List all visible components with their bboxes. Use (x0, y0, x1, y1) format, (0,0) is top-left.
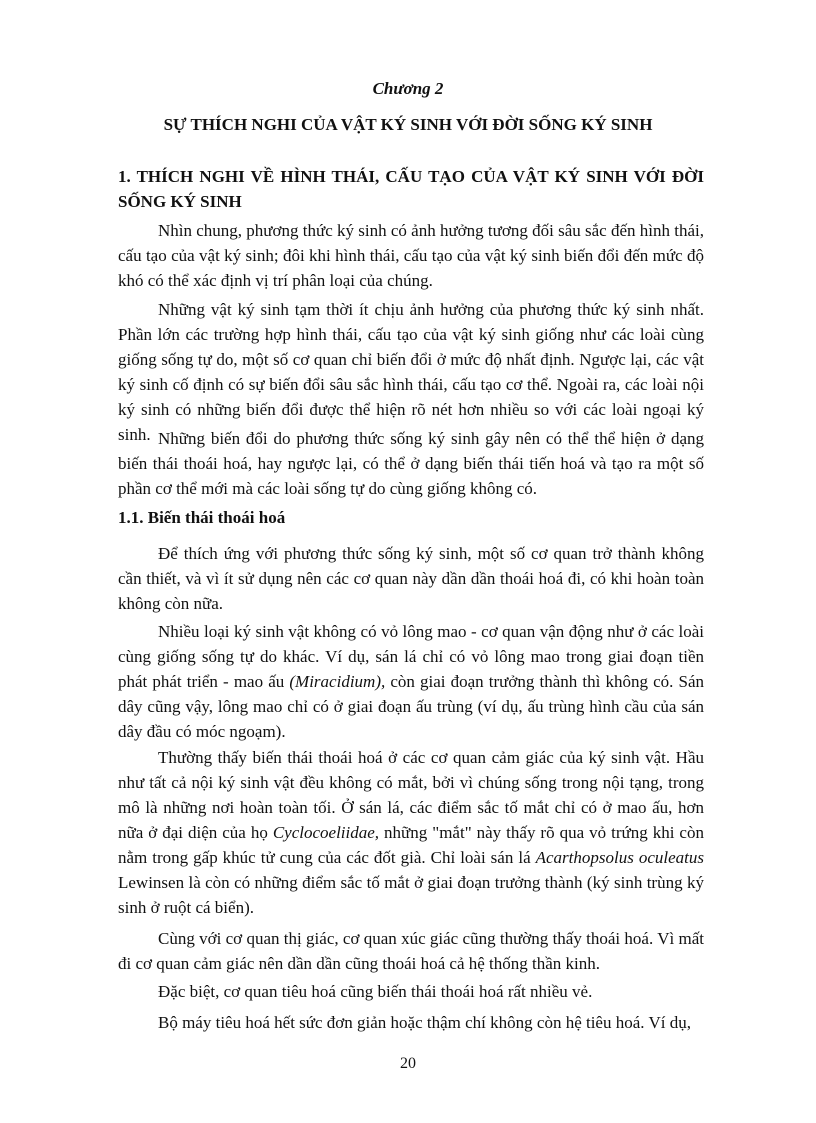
section-heading: 1. THÍCH NGHI VỀ HÌNH THÁI, CẤU TẠO CỦA VẬT KÝ SINH VỚI ĐỜI SỐNG KÝ SINH (118, 167, 704, 211)
taxon-name: (Miracidium), (289, 672, 386, 691)
page-number: 20 (400, 1055, 416, 1072)
subsection-heading: 1.1. Biến thái thoái hoá (118, 508, 286, 527)
chapter-title: SỰ THÍCH NGHI CỦA VẬT KÝ SINH VỚI ĐỜI SỐNG KÝ SINH (163, 115, 653, 134)
paragraph-6 (118, 745, 704, 920)
paragraph-1: Nhìn chung, phương thức ký sinh có ảnh hưởng tương đối sâu sắc đến hình thái, cấu tạo của vật ký sinh; đôi khi hình thái, cấu tạo của vật ký sinh biến đổi đến mức độ khó có thể xác định vị trí phân loại của chúng. (118, 221, 704, 290)
paragraph-5 (118, 619, 704, 744)
paragraph-2: Những vật ký sinh tạm thời ít chịu ảnh hưởng của phương thức ký sinh nhất. Phần lớn các trường hợp hình thái, cấu tạo của vật ký sinh giống như các loài cùng giống sống tự do, một số cơ quan chỉ biến đổi ở mức độ nhất định. Ngược lại, các vật ký sinh cố định có sự biến đổi sâu sắc hình thái, cấu tạo cơ thể. Ngoài ra, các loài nội ký sinh có những biến đổi được thể hiện rõ nét hơn nhiều so với các loài ngoại ký sinh. (118, 300, 704, 444)
paragraph-9: Bộ máy tiêu hoá hết sức đơn giản hoặc thậm chí không còn hệ tiêu hoá. Ví dụ, (158, 1013, 691, 1032)
paragraph-5-text-c: còn giai đoạn trưởng thành thì không có. Sán dây cũng vậy, lông mao chỉ có ở giai đoạn ấu trùng (ví dụ, ấu trùng hình cầu của sán dây đầu có móc ngoạm). (118, 672, 704, 741)
paragraph-5-text-a: Nhiều loại ký sinh vật không có vỏ lông mao - cơ quan vận động như ở các loài cùng giống sống tự do khác. Ví dụ, sán lá chỉ có vỏ lông mao trong giai đoạn tiền phát phát triển - mao ấu (118, 622, 704, 691)
chapter-label: Chương 2 (372, 79, 444, 98)
paragraph-6-text-a: Thường thấy biến thái thoái hoá ở các cơ quan cảm giác của ký sinh vật. Hầu như tất cả nội ký sinh vật đều không có mắt, bởi vì chúng sống trong nội tạng, trong mô là những nơi hoàn toàn tối. Ở sán lá, các điểm sắc tố mắt chỉ có ở mao ấu, hơn nữa ở đại diện của họ (118, 748, 704, 842)
taxon-name: Acarthopsolus oculeatus (535, 848, 704, 867)
paragraph-7: Cùng với cơ quan thị giác, cơ quan xúc giác cũng thường thấy thoái hoá. Vì mất đi cơ quan cảm giác nên dần dần cũng thoái hoá cả hệ thống thần kinh. (118, 929, 704, 973)
paragraph-4: Để thích ứng với phương thức sống ký sinh, một số cơ quan trở thành không cần thiết, và vì ít sử dụng nên các cơ quan này dần dần thoái hoá đi, có khi hoàn toàn không còn nữa. (118, 544, 704, 613)
paragraph-3: Những biến đổi do phương thức sống ký sinh gây nên có thể thể hiện ở dạng biến thái thoái hoá, hay ngược lại, có thể ở dạng biến thái tiến hoá và tạo ra một số phần cơ thể mới mà các loài sống tự do cùng giống không có. (118, 429, 704, 498)
paragraph-6-text-c: những "mắt" này thấy rõ qua vỏ trứng khi còn nằm trong gấp khúc tử cung của các đốt già. Chỉ loài sán lá (118, 823, 704, 867)
paragraph-8: Đặc biệt, cơ quan tiêu hoá cũng biến thái thoái hoá rất nhiều vẻ. (158, 982, 593, 1001)
paragraph-6-text-e: Lewinsen là còn có những điểm sắc tố mắt ở giai đoạn trưởng thành (ký sinh trùng ký sinh ở ruột cá biển). (118, 873, 704, 917)
taxon-name: Cyclocoeliidae, (272, 823, 380, 842)
